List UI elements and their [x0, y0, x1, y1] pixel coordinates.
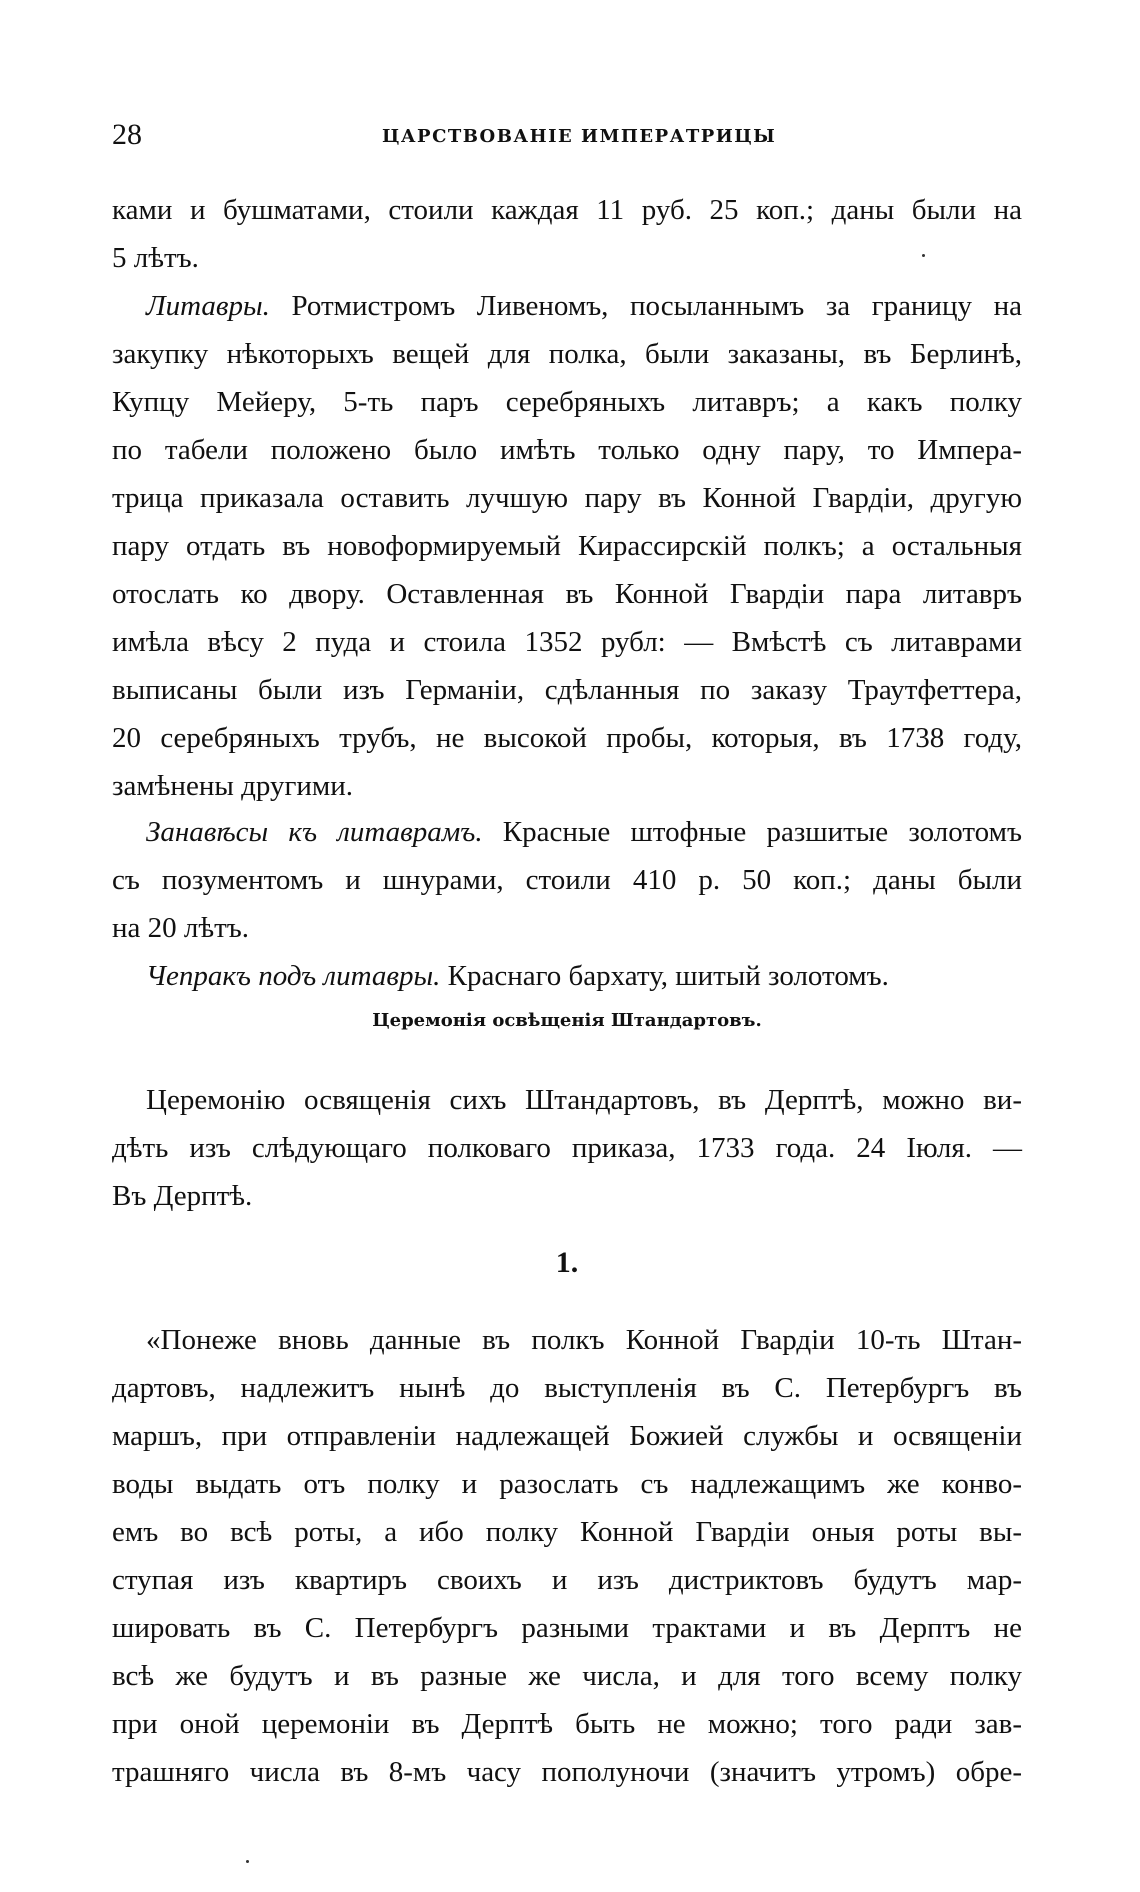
- text-line: закупку нѣкоторыхъ вещей для полка, были заказаны, въ Берлинѣ,: [112, 338, 1022, 370]
- text-line: ступая изъ квартиръ своихъ и изъ дистриктовъ будутъ мар-: [112, 1564, 1022, 1596]
- text-line: трица приказала оставить лучшую пару въ Конной Гвардіи, другую: [112, 482, 1022, 514]
- text-line: 20 серебряныхъ трубъ, не высокой пробы, которыя, въ 1738 году,: [112, 722, 1022, 754]
- text-line: маршъ, при отправленіи надлежащей Божией службы и освященіи: [112, 1420, 1022, 1452]
- text-line: Церемонію освященія сихъ Штандартовъ, въ Дерптѣ, можно ви-: [146, 1084, 1022, 1116]
- paragraph-first-line: [146, 814, 1022, 850]
- print-speck: [922, 254, 925, 257]
- text-line: ками и бушматами, стоили каждая 11 руб. 25 коп.; даны были на: [112, 194, 1022, 226]
- paragraph-text: Ротмистромъ Ливеномъ, посыланнымъ за границу на: [269, 290, 1022, 322]
- paragraph-term: Занавѣсы къ литаврамъ.: [146, 816, 483, 848]
- text-line: шировать въ С. Петербургъ разными трактами и въ Дерптъ не: [112, 1612, 1022, 1644]
- text-line: по табели положено было имѣть только одну пару, то Импера-: [112, 434, 1022, 466]
- print-speck: [246, 1860, 249, 1863]
- paragraph-first-line: [146, 958, 889, 994]
- text-line: Въ Дерптѣ.: [112, 1180, 253, 1212]
- paragraph-first-line: [146, 288, 1022, 324]
- document-number: 1.: [555, 1246, 579, 1279]
- page-number: 28: [112, 118, 142, 151]
- page-header: [112, 118, 1022, 158]
- text-line: Купцу Мейеру, 5-ть паръ серебряныхъ литавръ; а какъ полку: [112, 386, 1022, 418]
- text-line: емъ во всѣ роты, а ибо полку Конной Гвардіи оныя роты вы-: [112, 1516, 1022, 1548]
- text-line: пару отдать въ новоформируемый Кирассирскій полкъ; а остальныя: [112, 530, 1022, 562]
- paragraph-text: Краснаго бархату, шитый золотомъ.: [440, 960, 889, 992]
- text-line: съ позументомъ и шнурами, стоили 410 р. 50 коп.; даны были: [112, 864, 1022, 896]
- text-line: дартовъ, надлежитъ нынѣ до выступленія въ С. Петербургъ въ: [112, 1372, 1022, 1404]
- text-line: воды выдать отъ полку и разослать съ надлежащимъ же конво-: [112, 1468, 1022, 1500]
- text-line: отослать ко двору. Оставленная въ Конной Гвардіи пара литавръ: [112, 578, 1022, 610]
- text-line: при оной церемоніи въ Дерптѣ быть не можно; того ради зав-: [112, 1708, 1022, 1740]
- text-line: всѣ же будутъ и въ разные же числа, и для того всему полку: [112, 1660, 1022, 1692]
- section-heading: Церемонія освѣщенія Штандартовъ.: [372, 1010, 762, 1031]
- text-line: замѣнены другими.: [112, 770, 353, 802]
- text-line: имѣла вѣсу 2 пуда и стоила 1352 рубл: — Вмѣстѣ съ литаврами: [112, 626, 1022, 658]
- text-line: 5 лѣтъ.: [112, 242, 199, 274]
- paragraph-term: Чепракъ подъ литавры.: [146, 960, 441, 992]
- text-line: «Понеже вновь данные въ полкъ Конной Гвардіи 10-ть Штан-: [146, 1324, 1022, 1356]
- paragraph-term: Литавры.: [146, 290, 270, 322]
- running-title: ЦАРСТВОВАНІЕ ИМПЕРАТРИЦЫ: [382, 126, 777, 147]
- paragraph-text: Красные штофные разшитые золотомъ: [482, 816, 1022, 848]
- text-line: выписаны были изъ Германіи, сдѣланныя по заказу Траутфеттера,: [112, 674, 1022, 706]
- text-line: дѣть изъ слѣдующаго полковаго приказа, 1733 года. 24 Іюля. —: [112, 1132, 1022, 1164]
- text-line: на 20 лѣтъ.: [112, 912, 250, 944]
- text-line: трашняго числа въ 8-мъ часу пополуночи (значитъ утромъ) обре-: [112, 1756, 1022, 1788]
